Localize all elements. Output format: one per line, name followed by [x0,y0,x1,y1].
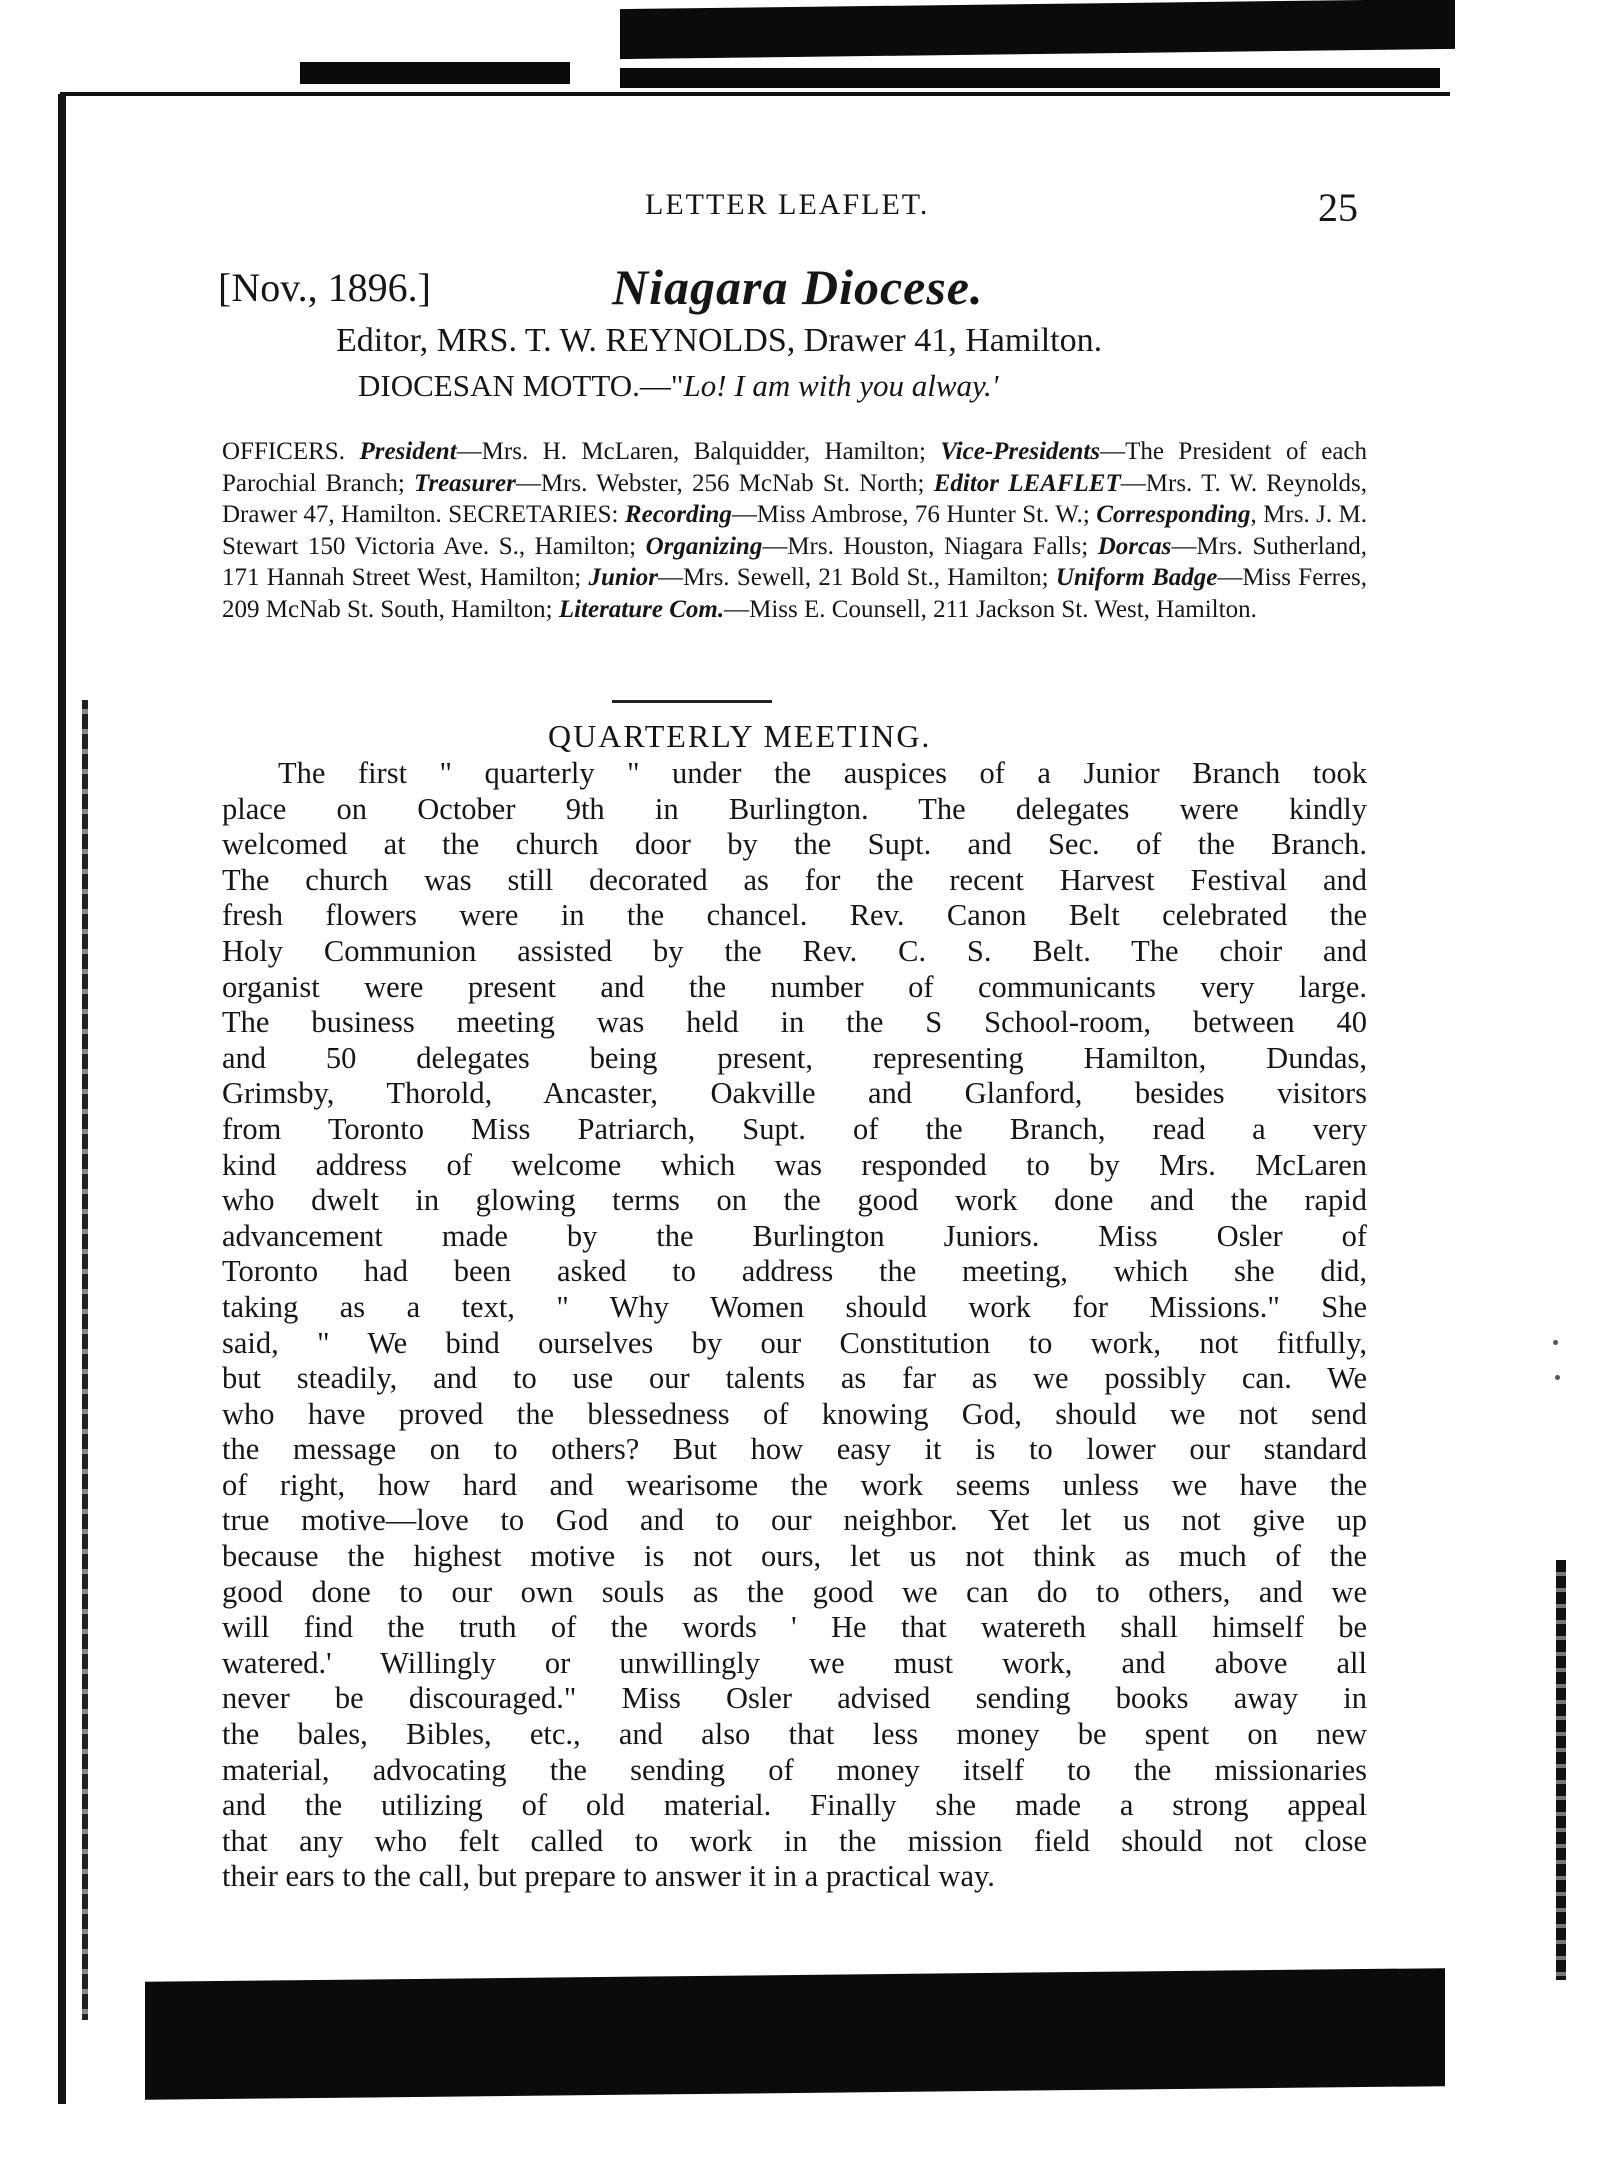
text-line: taking as a text, " Why Women should work for Missions." She [222,1289,1367,1324]
dorcas-label: Dorcas [1097,532,1172,560]
editor-line: Editor, MRS. T. W. REYNOLDS, Drawer 41, Hamilton. [336,322,1103,359]
text-line: and 50 delegates being present, representing Hamilton, Dundas, [222,1040,1367,1075]
text-line: The church was still decorated as for the recent Harvest Festival and [222,862,1367,897]
officers-heading: OFFICERS. [222,438,345,465]
text-line: but steadily, and to use our talents as far as we possibly can. We [222,1361,1367,1396]
text-line: place on October 9th in Burlington. The delegates were kindly [222,791,1367,826]
text-line: Grimsby, Thorold, Ancaster, Oakville and Glanford, besides visitors [222,1076,1367,1111]
text-line: The business meeting was held in the S School-room, between 40 [222,1005,1367,1040]
page-number: 25 [1318,185,1358,230]
officers-list [222,436,1367,625]
section-heading: QUARTERLY MEETING. [548,718,932,754]
text-line: who have proved the blessedness of knowing God, should we not send [222,1396,1367,1431]
text-line: material, advocating the sending of money itself to the missionaries [222,1752,1367,1787]
issue-date: [Nov., 1896.] [218,265,431,310]
binding-edge-right [1556,1560,1566,1980]
text-line: the bales, Bibles, etc., and also that less money be spent on new [222,1717,1367,1752]
scan-edge-top-middle [620,68,1440,88]
page-border-left [58,94,66,2104]
text-line: welcomed at the church door by the Supt. and Sec. of the Branch. [222,827,1367,862]
literature-secretary: —Miss E. Counsell, 211 Jackson St. West, Hamilton. [724,595,1257,623]
junior-label: Junior [588,564,659,591]
text-line: and the utilizing of old material. Finally she made a strong appeal [222,1788,1367,1823]
president: —Mrs. H. McLaren, Balquidder, Hamilton; [456,438,926,465]
text-line: from Toronto Miss Patriarch, Supt. of the Branch, read a very [222,1111,1367,1146]
text-line: fresh flowers were in the chancel. Rev. Canon Belt celebrated the [222,898,1367,933]
text-line: true motive—love to God and to our neighbor. Yet let us not give up [222,1503,1367,1538]
running-title: LETTER LEAFLET. [645,188,930,221]
organizing-label: Organizing [645,532,763,560]
organizing-secretary: —Mrs. Houston, Niagara Falls; [762,532,1089,560]
scan-edge-top-left [300,62,570,84]
editor-leaflet-label: Editor LEAFLET [933,469,1121,497]
diocese-title: Niagara Diocese. [612,259,984,315]
literature-label: Literature Com. [558,595,725,623]
treasurer: —Mrs. Webster, 256 McNab St. North; [515,469,925,497]
junior-secretary: —Mrs. Sewell, 21 Bold St., Hamilton; [658,564,1049,591]
dorcas-secretary: —Mrs. Sutherland, 171 Hannah Street West, Hamilton; [222,532,1368,591]
text-line: said, " We bind ourselves by our Constitution to work, not fitfully, [222,1325,1367,1360]
page-border-top [60,92,1450,96]
running-head [0,185,1607,230]
text-line: will find the truth of the words ' He that watereth shall himself be [222,1610,1367,1645]
vice-presidents: —The President of each Parochial Branch; [222,438,1368,497]
text-line: good done to our own souls as the good we can do to others, and we [222,1574,1367,1609]
text-line: advancement made by the Burlington Juniors. Miss Osler of [222,1218,1367,1253]
text-line: that any who felt called to work in the mission field should not close [222,1823,1367,1858]
motto-text: Lo! I am with you alway.' [683,368,999,403]
text-line: kind address of welcome which was responded to by Mrs. McLaren [222,1147,1367,1182]
scan-edge-bottom [145,1968,1445,2100]
recording-label: Recording [624,501,732,528]
uniform-badge-label: Uniform Badge [1055,564,1218,591]
text-line: the message on to others? But how easy it is to lower our standard [222,1432,1367,1467]
secretaries-label: SECRETARIES: [448,501,619,528]
motto-line [358,368,998,404]
text-line: The first " quarterly " under the auspices of a Junior Branch took [278,756,1367,790]
motto-label: DIOCESAN MOTTO.—" [358,368,684,403]
text-line: watered.' Willingly or unwillingly we must work, and above all [222,1645,1367,1680]
text-line: Toronto had been asked to address the meeting, which she did, [222,1254,1367,1289]
uniform-badge-secretary: —Miss Ferres, 209 McNab St. South, Hamilton; [222,564,1368,623]
text-line: their ears to the call, but prepare to answer it in a practical way. [222,1859,995,1894]
text-line: never be discouraged." Miss Osler advised sending books away in [222,1681,1367,1716]
treasurer-label: Treasurer [414,469,516,497]
binding-edge-left [82,700,88,2020]
scan-edge-top-right [620,0,1455,59]
article-body [222,756,1367,1895]
scan-speck [1553,1340,1558,1345]
section-divider [612,700,772,703]
text-line: Holy Communion assisted by the Rev. C. S. Belt. The choir and [222,933,1367,968]
vice-presidents-label: Vice-Presidents [940,438,1101,465]
recording-secretary: —Miss Ambrose, 76 Hunter St. W.; [731,501,1090,528]
text-line: because the highest motive is not ours, let us not think as much of the [222,1539,1367,1574]
text-line: who dwelt in glowing terms on the good work done and the rapid [222,1183,1367,1218]
scan-speck [1555,1375,1560,1380]
text-line: of right, how hard and wearisome the work seems unless we have the [222,1467,1367,1502]
editor-leaflet: —Mrs. T. W. Reynolds, Drawer 47, Hamilton. [222,469,1367,528]
corresponding-secretary: , Mrs. J. M. Stewart 150 Victoria Ave. S., Hamilton; [222,501,1368,560]
corresponding-label: Corresponding [1096,501,1251,528]
text-line: organist were present and the number of communicants very large. [222,969,1367,1004]
president-label: President [359,438,457,465]
